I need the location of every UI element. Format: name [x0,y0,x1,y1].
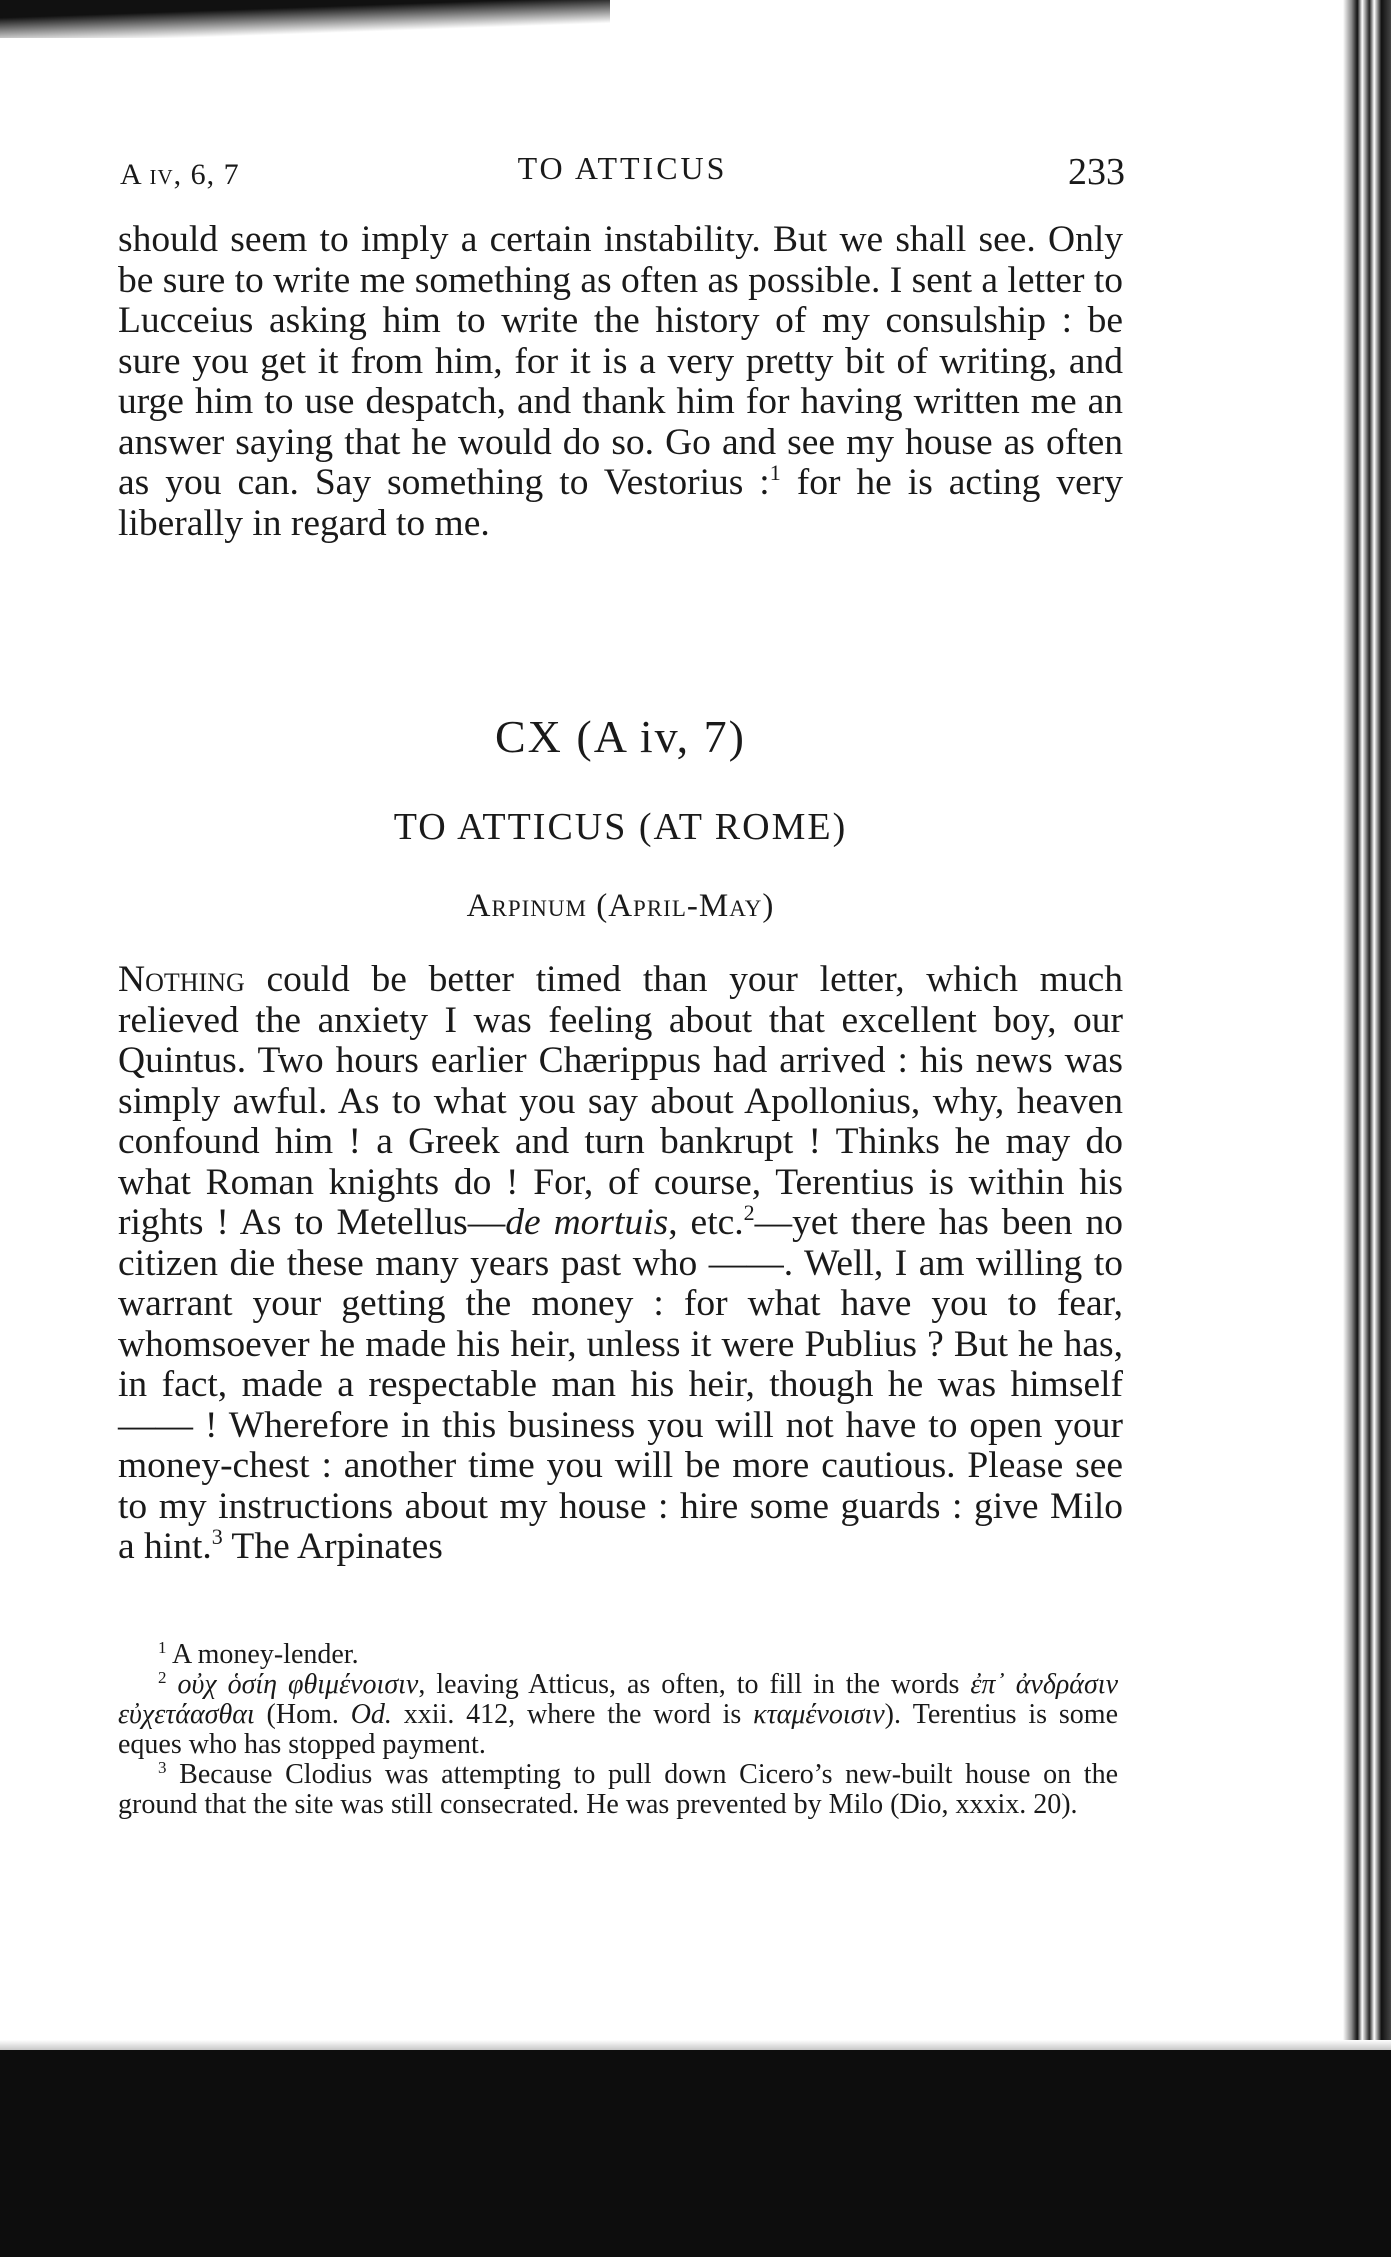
header-reference: A iv, 6, 7 [120,158,240,191]
para2-text-d: The Arpinates [222,1526,443,1567]
letter-place-date: Arpinum (April-May) [466,888,775,924]
footnote-2-od: Od. [350,1699,392,1730]
footnote-2-mark: 2 [158,1668,167,1687]
para1-text-b: for he is acting very liberally in regard to me. [118,462,1124,544]
para2-italic: de mortuis [505,1202,669,1243]
footnote-2-text-a: , leaving Atticus, as often, to fill in the words [418,1669,971,1700]
footnote-2-greek: οὐχ ὁσίη φθιμένοισιν [166,1669,419,1700]
footnote-1-mark: 1 [158,1638,167,1657]
scan-edge-bottom [0,2050,1391,2257]
para1-text-a: should seem to imply a certain instability. But we shall see. Only be sure to write me something as often as possible. I sent a letter to Lucceius asking him to write the history of my consulship : be sure you get it from him, for it is a very pretty bit of writing, and urge him to use despatch, and thank him for having written me an answer saying that he would do so. Go and see my house as often as you can. Say something to Vestorius : [118,219,1123,503]
footnote-2-text-b: (Hom. [254,1699,351,1730]
footnote-ref-1: 1 [769,460,781,485]
footnote-3-mark: 3 [158,1758,167,1777]
footnotes [118,1640,1118,1820]
letter-number: CX (A iv, 7) [494,711,746,762]
footnote-3-text: Because Clodius was attempting to pull down Cicero’s new-built house on the ground that the site was still consecrated. He was prevented by Milo (Dio, xxxix. 20). [118,1759,1118,1820]
footnote-ref-3: 3 [211,1524,223,1549]
footnote-3 [118,1760,1118,1820]
footnote-ref-2: 2 [743,1200,755,1225]
footnote-2-text-c: xxii. 412, where the word is [391,1699,754,1730]
running-header [120,150,1125,200]
footnote-2 [118,1670,1118,1760]
para2-text-a: could be better timed than your letter, which much relieved the anxiety I was feeling about that excellent boy, our Quintus. Two hours earlier Chærippus had arrived : his news was simply awful. As to what you say about Apollonius, why, heaven confound him ! a Greek and turn bankrupt ! Thinks he may do what Roman knights do ! For, of course, Terentius is within his rights ! As to Metellus— [118,959,1123,1243]
header-title: TO ATTICUS [517,150,728,186]
para2-text-c: —yet there has been no citizen die these many years past who ——. Well, I am willing to warrant your getting the money : for what have you to fear, whomsoever he made his heir, unless it were Publius ? But he has, in fact, made a respectable man his heir, though he was himself —— ! Wherefore in this business you will not have to open your money-chest : another time you will be more cautious. Please see to my instructions about my house : hire some guards : give Milo a hint. [118,1202,1124,1567]
footnote-1 [118,1640,1118,1670]
footnote-1-text: A money-lender. [166,1639,359,1670]
footnote-2-text-d: ). Terentius is some eques who has stopped payment. [118,1699,1119,1760]
scan-edge-right [1343,0,1391,2257]
letter-body [118,960,1123,1568]
letter-recipient: TO ATTICUS (AT ROME) [393,806,848,848]
para2-lead-word: Nothing [118,959,245,1000]
footnote-2-greek-3: κταμένοισιν [753,1699,885,1730]
scan-edge-top [0,0,610,38]
page-number: 233 [1068,151,1125,193]
para2-text-b: , etc. [668,1202,744,1243]
footnote-2-greek-2: ἐπ᾽ ἀνδράσιν εὐχετάασθαι [118,1669,1118,1730]
paragraph-continued [118,220,1123,544]
